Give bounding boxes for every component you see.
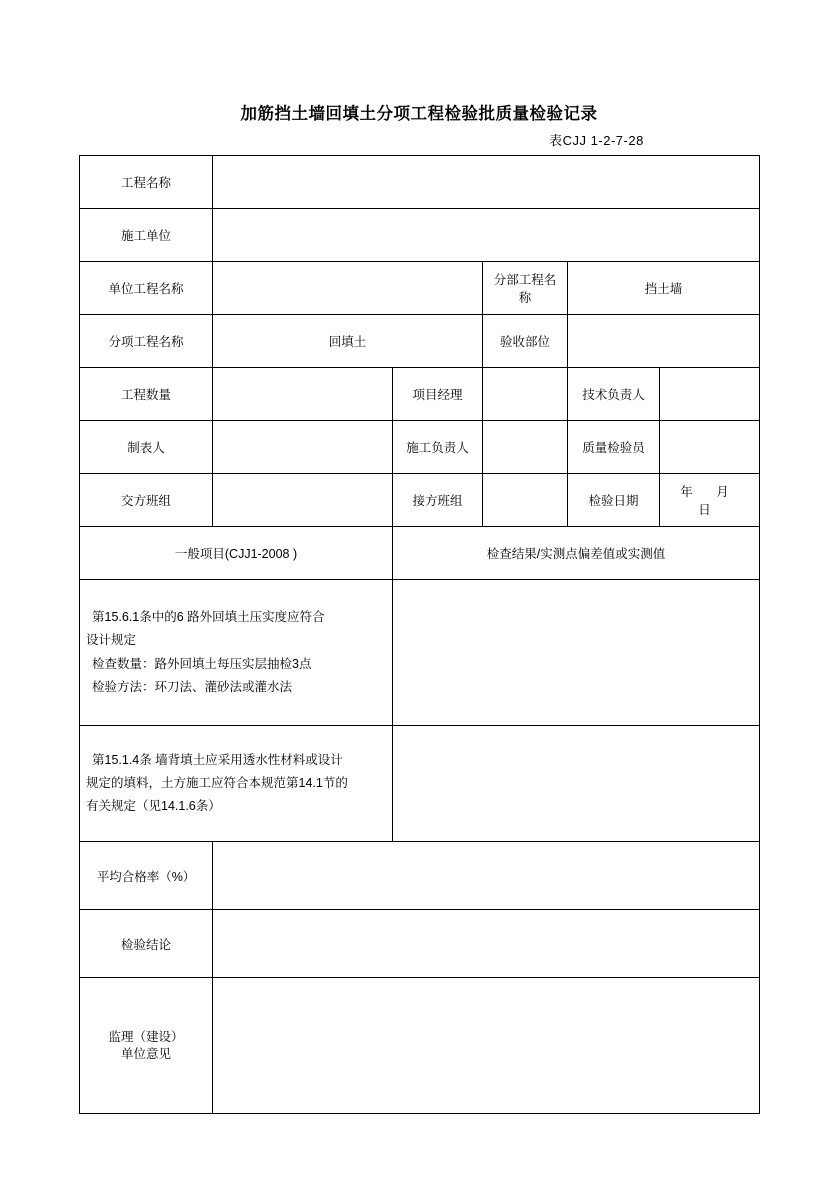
- handover-team-value[interactable]: [213, 474, 393, 527]
- sub-project-label: 分项工程名称: [80, 315, 213, 368]
- item2-result-value[interactable]: [393, 726, 760, 842]
- inspection-item-2: [80, 726, 393, 842]
- supervisor-opinion-label: [80, 978, 213, 1114]
- tech-leader-value[interactable]: [660, 368, 760, 421]
- table-row: [80, 315, 760, 368]
- inspection-record-table: [79, 155, 760, 1114]
- table-row: [80, 262, 760, 315]
- table-row: [80, 368, 760, 421]
- construction-leader-value[interactable]: [483, 421, 568, 474]
- item1-line2: 设计规定: [86, 633, 137, 648]
- project-name-label: 工程名称: [80, 156, 213, 209]
- tech-leader-label: 技术负责人: [568, 368, 660, 421]
- conclusion-label: 检验结论: [80, 910, 213, 978]
- item1-line4: 检验方法：环刀法、灌砂法或灌水法: [92, 679, 293, 694]
- result-header: 检查结果/实测点偏差值或实测值: [393, 527, 760, 580]
- form-maker-value[interactable]: [213, 421, 393, 474]
- table-row: [80, 726, 760, 842]
- general-items-header: 一般项目(CJJ1-2008 ): [80, 527, 393, 580]
- item1-line3: 检查数量：路外回填土每压实层抽检3点: [92, 656, 312, 671]
- avg-pass-rate-label: 平均合格率（%）: [80, 842, 213, 910]
- construction-unit-value[interactable]: [213, 209, 760, 262]
- form-maker-label: 制表人: [80, 421, 213, 474]
- handover-team-label: 交方班组: [80, 474, 213, 527]
- quality-inspector-label: 质量检验员: [568, 421, 660, 474]
- table-row: [80, 209, 760, 262]
- quantity-label: 工程数量: [80, 368, 213, 421]
- table-row: [80, 978, 760, 1114]
- construction-leader-label: 施工负责人: [393, 421, 483, 474]
- conclusion-value[interactable]: [213, 910, 760, 978]
- supervisor-label-line1: 监理（建设）: [108, 1029, 184, 1044]
- quantity-value[interactable]: [213, 368, 393, 421]
- inspect-date-label: 检验日期: [568, 474, 660, 527]
- table-row: [80, 910, 760, 978]
- receiving-team-label: 接方班组: [393, 474, 483, 527]
- table-row: [80, 527, 760, 580]
- item2-line3: 有关规定（见14.1.6条）: [86, 799, 221, 814]
- quality-inspector-value[interactable]: [660, 421, 760, 474]
- receiving-team-value[interactable]: [483, 474, 568, 527]
- construction-unit-label: 施工单位: [80, 209, 213, 262]
- acceptance-part-value[interactable]: [568, 315, 760, 368]
- unit-project-label: 单位工程名称: [80, 262, 213, 315]
- item1-result-value[interactable]: [393, 580, 760, 726]
- item2-line1: 第15.1.4条 墙背填土应采用透水性材料或设计: [92, 752, 343, 767]
- supervisor-label-line2: 单位意见: [120, 1046, 171, 1061]
- sub-project-value[interactable]: 回填土: [213, 315, 483, 368]
- supervisor-opinion-value[interactable]: [213, 978, 760, 1114]
- division-project-label: 分部工程名称: [483, 262, 568, 315]
- table-row: [80, 156, 760, 209]
- project-name-value[interactable]: [213, 156, 760, 209]
- table-row: [80, 842, 760, 910]
- unit-project-value[interactable]: [213, 262, 483, 315]
- page-title: 加筋挡土墙回填土分项工程检验批质量检验记录: [240, 105, 598, 123]
- item1-line1: 第15.6.1条中的6 路外回填土压实度应符合: [92, 610, 325, 625]
- division-project-value[interactable]: 挡土墙: [568, 262, 760, 315]
- item2-line2: 规定的填料，土方施工应符合本规范第14.1节的: [86, 775, 348, 790]
- inspection-item-1: [80, 580, 393, 726]
- form-code: 表CJJ 1-2-7-28: [549, 133, 644, 148]
- avg-pass-rate-value[interactable]: [213, 842, 760, 910]
- table-row: [80, 580, 760, 726]
- table-row: [80, 421, 760, 474]
- inspect-date-value[interactable]: 年 月 日: [660, 474, 760, 527]
- table-row: [80, 474, 760, 527]
- project-manager-label: 项目经理: [393, 368, 483, 421]
- project-manager-value[interactable]: [483, 368, 568, 421]
- acceptance-part-label: 验收部位: [483, 315, 568, 368]
